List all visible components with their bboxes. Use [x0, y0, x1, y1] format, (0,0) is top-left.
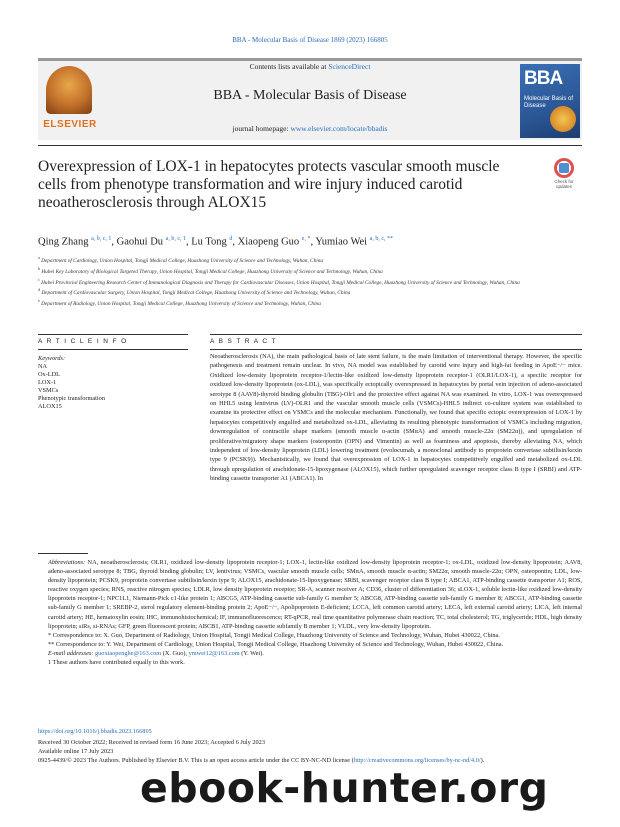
- abstract-top-rule: [210, 334, 582, 335]
- author-affiliation-marker[interactable]: a, b, c, 1: [91, 236, 112, 242]
- equal-contribution-footnote: 1 These authors have contributed equally to this work.: [48, 659, 185, 667]
- author-affiliation-marker[interactable]: a, b, c, **: [369, 236, 394, 242]
- author-affiliation-marker[interactable]: a, b, c, 1: [165, 236, 186, 242]
- author-name[interactable]: Yumiao Wei: [315, 236, 368, 248]
- article-title: Overexpression of LOX-1 in hepatocytes protects vascular smooth muscle cells from phenotype transformation and wire injury induced carotid neoatherosclerosis through ALOX15: [38, 158, 500, 211]
- email-link[interactable]: guoxiaopenghe@163.com: [95, 649, 162, 657]
- keywords-label: Keywords:: [38, 355, 66, 362]
- homepage-link[interactable]: www.elsevier.com/locate/bbadis: [290, 124, 388, 133]
- license-link[interactable]: http://creativecommons.org/licenses/by-nc-nd/4.0/: [353, 757, 481, 764]
- crossmark-bookmark-icon: [559, 163, 569, 173]
- journal-homepage-line: [110, 124, 510, 133]
- author-name[interactable]: Qing Zhang: [38, 236, 89, 248]
- affiliations: [38, 254, 582, 308]
- email-link[interactable]: ymwei12@163.com: [188, 649, 240, 657]
- footnote-divider: [38, 553, 88, 554]
- footnotes: [38, 558, 582, 667]
- email-footnote: E-mail addresses: guoxiaopenghe@163.com (X. Guo), ymwei12@163.com (Y. Wei).: [48, 649, 264, 657]
- author-affiliation-marker[interactable]: d: [229, 236, 233, 242]
- header-divider: [38, 145, 582, 146]
- article-history: [38, 738, 582, 765]
- keyword-item: LOX-1: [38, 379, 57, 387]
- affiliation-item: $^a$ Department of Cardiology, Union Hospital, Tongji Medical College, Huazhong University of Science and Technology, Wuhan, China: [38, 255, 324, 264]
- article-info-bottom-rule: [38, 349, 188, 350]
- watermark-text: ebook-hunter.org: [140, 764, 549, 812]
- cover-art-icon: [550, 106, 576, 132]
- author-name[interactable]: Gaohui Du: [116, 236, 164, 248]
- crossmark-label: Check for updates: [554, 179, 574, 189]
- keyword-item: NA: [38, 363, 48, 370]
- publisher-logo-text: ELSEVIER: [43, 119, 97, 130]
- journal-citation-link[interactable]: BBA - Molecular Basis of Disease 1869 (2023) 166805: [232, 36, 388, 44]
- keyword-item: ALOX15: [38, 403, 62, 411]
- affiliation-item: $^d$ Department of Cardiovascular Surgery, Union Hospital, Tongji Medical College, Huazhong University of Science and Technology, Wuhan, China: [38, 287, 351, 297]
- abbreviations-footnote: Abbreviations: NA, neoatherosclerosis; OLR1, oxidized low-density lipoprotein receptor-1; LOX-1, lectin-like oxidized low-density lipoprotein receptor-1; ox-LDL, oxidized low-density lipoprotein; AAV8, adeno-associated serotype 8; TBG, thyroid binding globulin; LV, lentivirus; VSMCs, vascular smooth muscle cells; SMαA, smooth muscle α-actin; SM22α, smooth muscle-22α; OPN, osteopontin; LDL, low-density lipoprotein; PCSK9, proprotein convertase subtilisin/kexin type 9; ALOX15, arachidonate-15-lipoxygenase; SRBI, scavenger receptor class B type I; ABCA1, ATP-binding cassette transporter A1; ROS, reactive oxygen species; RNS, reactive nitrogen species; LDLR, low density lipoprotein receptor; SR-A, scanner receiver A; CD36, cluster of differentiation 36; sLOX-1, soluble lectin-like oxidized low-density lipoprotein receptor-1; NPC1L1, Niemann-Pick c1-like protein 1; ABCG5, ATP-binding cassette sub-family G member 5; ABCG8, ATP-binding cassette sub-family G member 8; ABCG1, ATP-binding cassette sub-family G member 1; SREBP-2, sterol regulatory element-binding protein 2; ApoE−/−, Apolipoprotein E-deficient; LCCA, left common carotid artery; LECA, left external carotid artery; LICA, left internal carotid artery; HE, hematoxylin eosin; IHC, immunohistochemical; IF, immunofluorescence; RT-qPCR, real time quantitative polymerase chain reaction; TC, total cholesterol; TG, triglyceride; HDL, high density lipoprotein; siRs, si-RNAs; GFP, green fluorescent protein; ABCB1, ATP-binding cassette subfamily B member 1; VLDL, very low-density lipoprotein.: [48, 559, 582, 630]
- author-name[interactable]: Xiaopeng Guo: [237, 236, 300, 248]
- contents-prefix: Contents lists available at: [249, 62, 327, 71]
- journal-title: BBA - Molecular Basis of Disease: [213, 88, 407, 103]
- journal-cover-thumbnail[interactable]: [520, 64, 580, 138]
- correspondence-footnote: ** Correspondence to: Y. Wei, Department of Cardiology, Union Hospital, Tongji Medical College, Huazhong University of Science and Technology, Wuhan, Hubei 430022, China.: [48, 640, 504, 648]
- cover-subtitle: Molecular Basis of Disease: [524, 96, 574, 109]
- article-info-heading: A R T I C L E I N F O: [38, 338, 128, 345]
- contents-line: [110, 62, 510, 71]
- cover-title: BBA: [524, 68, 563, 89]
- available-online: Available online 17 July 2023: [38, 748, 114, 755]
- article-info-top-rule: [38, 334, 188, 335]
- keyword-item: VSMCs: [38, 387, 59, 395]
- doi-link[interactable]: https://doi.org/10.1016/j.bbadis.2023.166805: [38, 728, 152, 735]
- homepage-prefix: journal homepage:: [232, 124, 289, 133]
- license-line: 0925-4439/© 2023 The Authors. Published by Elsevier B.V. This is an open access article under the CC BY-NC-ND license (http://creativecommons.org/licenses/by-nc-nd/4.0/).: [38, 757, 485, 764]
- affiliation-item: $^b$ Hubei Key Laboratory of Biological Targeted Therapy, Union Hospital, Tongji Medical College, Huazhong University of Science and Technology, Wuhan, China: [38, 265, 383, 275]
- correspondence-footnote: * Correspondence to: X. Guo, Department of Radiology, Union Hospital, Tongji Medical College, Huazhong University of Science and Technology, Wuhan, Hubei 430022, China.: [48, 631, 500, 639]
- abstract-bottom-rule: [210, 349, 582, 350]
- received-dates: Received 30 October 2022; Received in revised form 16 June 2023; Accepted 6 July 2023: [38, 739, 265, 746]
- author-name[interactable]: Lu Tong: [191, 236, 227, 248]
- abstract-text: Neoatherosclerosis (NA), the main pathological basis of late stent failure, is the main limitation of interventional therapy. However, the specific pathogenesis and treatment remain unclear. In vivo, NA model was established by carotid wire injury and high-fat feeding in ApoE−/− mice. Oxidized low-density lipoprotein receptor-1/lectin-like oxidized low-density lipoprotein receptor-1 (OLR1/LOX-1), a specific receptor for oxidized low-density lipoprotein (ox-LDL), was specifically ectopically overexpressed in hepatocytes by portal vein injection of adeno-associated serotype 8 (AAV8)-thyroid binding globulin (TBG)-Olr1 and the protective effect against NA was examined. In vitro, LOX-1 was overexpressed on HHL5 using lentivirus (LV)-OLR1 and the vascular smooth muscle cells (VSMCs)-HHL5 indirect co-culture system was established to examine its protective effect on VSMCs and the molecular mechanism. Functionally, we found that specific ectopic overexpression of LOX-1 by hepatocytes competitively engulfed and metabolized ox-LDL, alleviating its resulting phenotypic transformation of VSMCs including migration, downregulation of contractile shape markers (smooth muscle α-actin (SMαA) and smooth muscle-22α (SM22α)), and upregulation of proliferative/migratory shape markers (osteopontin (OPN) and Vimentin) as well as foaminess and apoptosis, thereby alleviating NA, which independent of low-density lipoprotein (LDL) lowering treatment (evolocumab, a monoclonal antibody to proprotein convertase subtilisin/kexin type 9 (PCSK9)). Mechanistically, we found that overexpression of LOX-1 in hepatocytes competitively engulfed and metabolized ox-LDL through upregulation of arachidonate-15-lipoxygenase (ALOX15), which further upregulated scavenger receptor class B type I (SRBI) and ATP-binding cassette transporter A1 (ABCA1). In: [210, 353, 582, 483]
- abstract-heading: A B S T R A C T: [210, 338, 277, 345]
- check-for-updates-badge[interactable]: [548, 158, 580, 190]
- elsevier-tree-logo-icon: [46, 66, 92, 114]
- keywords-list: [38, 363, 188, 412]
- affiliation-item: $^e$ Department of Radiology, Union Hospital, Tongji Medical College, Huazhong University of Science and Technology, Wuhan, China: [38, 298, 321, 307]
- affiliation-item: $^c$ Hubei Provincial Engineering Research Center of Immunological Diagnosis and Therapy for Cardiovascular Diseases, Union Hospital, Tongji Medical College, Huazhong University of Science and Technology, Wuhan, China: [38, 276, 520, 286]
- sciencedirect-link[interactable]: ScienceDirect: [328, 62, 371, 71]
- author-list: Qing Zhang $^{a, b, c, 1}$, Gaohui Du $^{a, b, c, 1}$, Lu Tong $^d$, Xiaopeng Guo $^{e, *}$, Yumiao Wei $^{a, b, c, **}$: [38, 236, 394, 248]
- keyword-item: Ox-LDL: [38, 371, 61, 379]
- author-affiliation-marker[interactable]: e, *: [301, 236, 311, 242]
- keyword-item: Phenotypic transformation: [38, 395, 105, 403]
